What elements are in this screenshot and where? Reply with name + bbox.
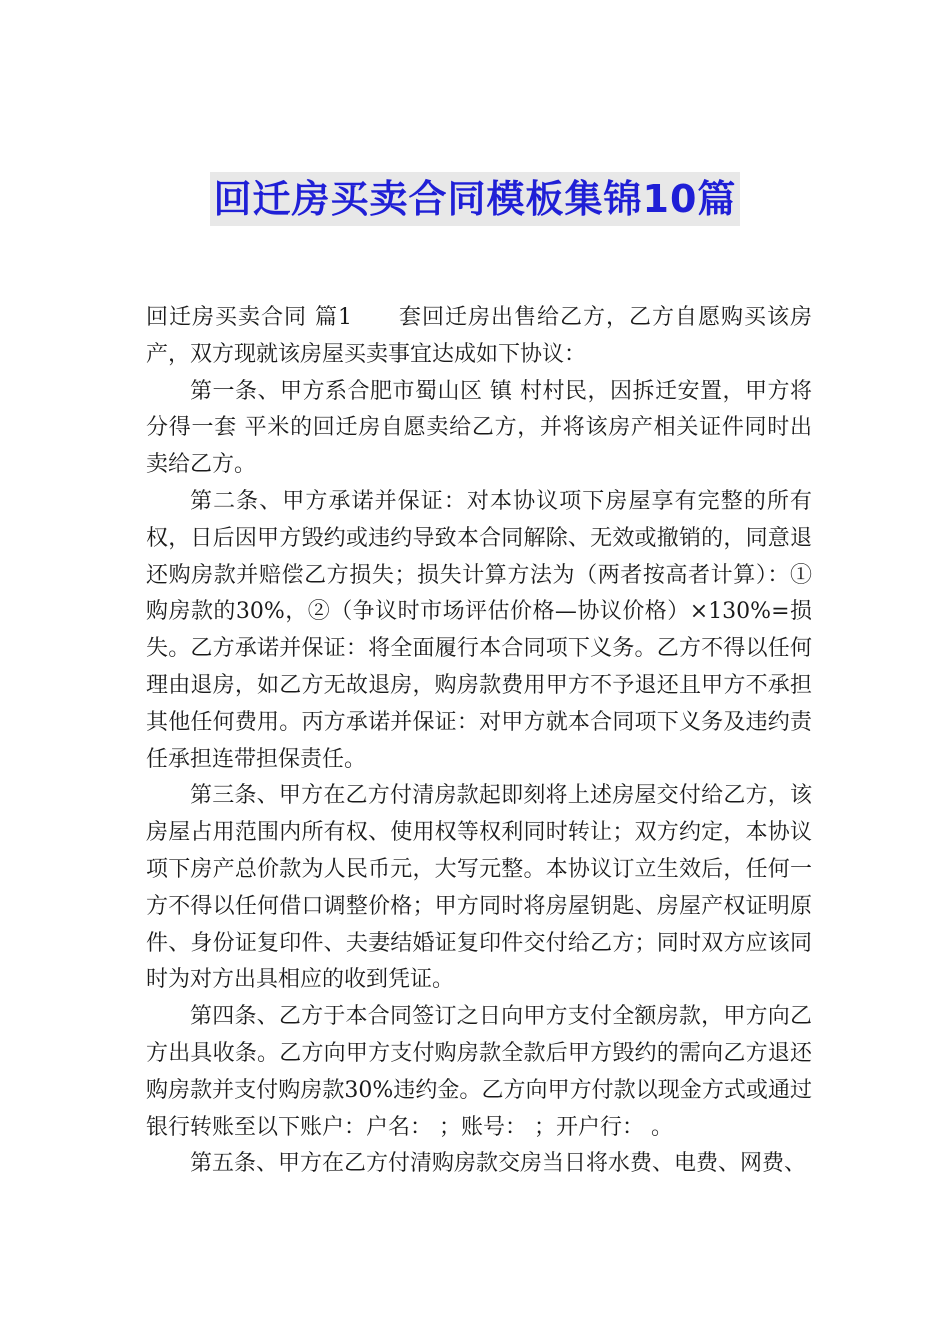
article-4-paragraph: 第四条、乙方于本合同签订之日向甲方支付全额房款，甲方向乙方出具收条。乙方向甲方支付购房款全款后甲方毁约的需向乙方退还购房款并支付购房款30%违约金。乙方向甲方付款以现金方式或通过银行转账至以下账户：户名： ；账号： ；开户行： 。 xyxy=(146,1004,812,1140)
article-2-paragraph: 第二条、甲方承诺并保证：对本协议项下房屋享有完整的所有权，日后因甲方毁约或违约导致本合同解除、无效或撤销的，同意退还购房款并赔偿乙方损失；损失计算方法为（两者按高者计算）：①购房款的30%，②（争议时市场评估价格—协议价格）×130%=损失。乙方承诺并保证：将全面履行本合同项下义务。乙方不得以任何理由退房，如乙方无故退房，购房款费用甲方不予退还且甲方不承担其他任何费用。丙方承诺并保证：对甲方就本合同项下义务及违约责任承担连带担保责任。 xyxy=(146,488,812,772)
title-container xyxy=(0,172,950,226)
intro-text: 套回迁房出售给乙方，乙方自愿购买该房产，双方现就该房屋买卖事宜达成如下协议： xyxy=(146,305,812,367)
article-5-paragraph: 第五条、甲方在乙方付清购房款交房当日将水费、电费、网费、 xyxy=(190,1151,807,1177)
article-1-paragraph: 第一条、甲方系合肥市蜀山区 镇 村村民，因拆迁安置，甲方将分得一套 平米的回迁房自愿卖给乙方，并将该房产相关证件同时出卖给乙方。 xyxy=(146,378,812,478)
document-title: 回迁房买卖合同模板集锦10篇 xyxy=(210,172,741,226)
intro-label: 回迁房买卖合同 篇1 xyxy=(146,305,352,330)
document-body xyxy=(146,300,812,1183)
article-3-paragraph: 第三条、甲方在乙方付清房款起即刻将上述房屋交付给乙方，该房屋占用范围内所有权、使用权等权利同时转让；双方约定，本协议项下房产总价款为人民币元，大写元整。本协议订立生效后，任何一方不得以任何借口调整价格；甲方同时将房屋钥匙、房屋产权证明原件、身份证复印件、夫妻结婚证复印件交付给乙方；同时双方应该同时为对方出具相应的收到凭证。 xyxy=(146,783,812,993)
intro-paragraph xyxy=(146,300,812,374)
